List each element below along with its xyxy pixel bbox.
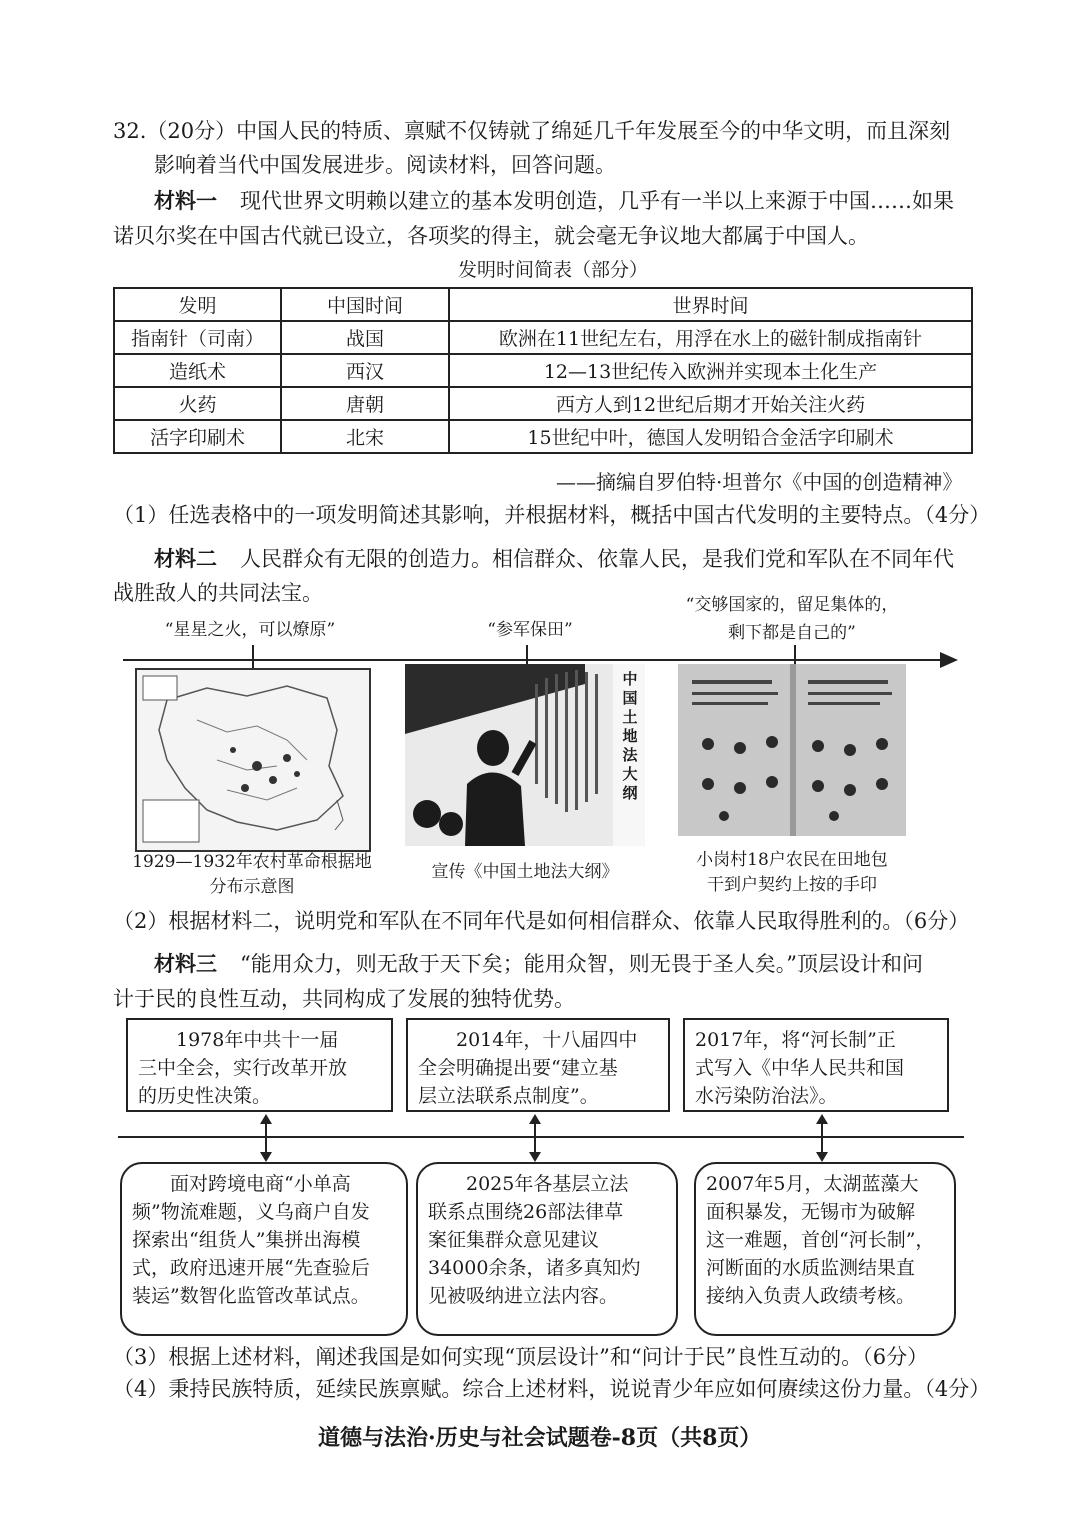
sub-question-4: （4）秉持民族特质，延续民族禀赋。综合上述材料，说说青少年应如何赓续这份力量。（4分） (113, 1377, 991, 1401)
header-invention: 发明 (114, 288, 281, 321)
cell-world-time: 西方人到12世纪后期才开始关注火药 (449, 387, 972, 420)
top-design-box-2017: 2017年，将“河长制”正 式写入《中华人民共和国 水污染防治法》。 (683, 1018, 949, 1112)
cell-world-time: 12—13世纪传入欧洲并实现本土化生产 (449, 354, 972, 387)
xiaogang-contract-photo (678, 664, 906, 836)
people-box-yiwu: 面对跨境电商“小单高 频”物流难题，义乌商户自发 探索出“组货人”集拼出海模 式，政府迅速开展“先查验后 装运”数智化监管改革试点。 (120, 1162, 408, 1336)
table-row (114, 387, 972, 420)
material-1-label: 材料一 (154, 188, 217, 213)
land-law-vertical-title: 中国土地法大纲 (622, 670, 638, 802)
header-world-time: 世界时间 (449, 288, 972, 321)
page-footer: 道德与法治·历史与社会试题卷-8页（共8页） (318, 1425, 762, 1451)
table-header-row (114, 288, 972, 321)
header-china-time: 中国时间 (281, 288, 449, 321)
question-32-line2: 影响着当代中国发展进步。阅读材料，回答问题。 (154, 153, 616, 177)
timeline-axis (123, 659, 943, 661)
material-3-line2: 计于民的良性互动，共同构成了发展的独特优势。 (113, 987, 575, 1011)
caption-propaganda: 宣传《中国土地法大纲》 (431, 862, 619, 882)
top-design-box-1978: 1978年中共十一届 三中全会，实行改革开放 的历史性决策。 (126, 1018, 393, 1112)
top-design-box-2014: 2014年，十八届四中 全会明确提出要“建立基 层立法联系点制度”。 (406, 1018, 670, 1112)
caption-map-line2: 分布示意图 (209, 877, 295, 897)
sub-question-1: （1）任选表格中的一项发明简述其影响，并根据材料，概括中国古代发明的主要特点。（4分） (113, 503, 991, 527)
cell-world-time: 15世纪中叶，德国人发明铅合金活字印刷术 (449, 420, 972, 453)
double-arrow-icon (527, 1114, 543, 1162)
china-map-icon (137, 670, 369, 850)
timeline-quote-3b: 剩下都是自己的” (728, 623, 856, 643)
cell-invention: 指南针（司南） (114, 321, 281, 354)
caption-map-line1: 1929—1932年农村革命根据地 (132, 852, 372, 872)
people-box-2007: 2007年5月，太湖蓝藻大 面积暴发，无锡市为破解 这一难题，首创“河长制”， 河断面的水质监测结果直 接纳入负责人政绩考核。 (694, 1162, 956, 1336)
material-1-line2: 诺贝尔奖在中国古代就已设立，各项奖的得主，就会毫无争议地大都属于中国人。 (113, 224, 869, 248)
table-row (114, 321, 972, 354)
land-law-propaganda-photo (405, 664, 645, 846)
caption-contract-line1: 小岗村18户农民在田地包 (696, 850, 888, 870)
double-arrow-icon (814, 1114, 830, 1162)
sub-question-2: （2）根据材料二，说明党和军队在不同年代是如何相信群众、依靠人民取得胜利的。（6分） (113, 909, 970, 933)
propaganda-scene-icon (405, 664, 645, 846)
handprint-contract-icon (678, 664, 906, 836)
sub-question-3: （3）根据上述材料，阐述我国是如何实现“顶层设计”和“问计于民”良性互动的。（6分） (113, 1345, 929, 1369)
table-title: 发明时间简表（部分） (458, 259, 649, 281)
material-3-label: 材料三 (154, 951, 217, 976)
cell-invention: 活字印刷术 (114, 420, 281, 453)
invention-table (113, 287, 973, 454)
material-2-label: 材料二 (154, 546, 217, 571)
people-box-2025: 2025年各基层立法 联系点围绕26部法律草 案征集群众意见建议 34000余条，诸多真知灼 见被吸纳进立法内容。 (416, 1162, 678, 1336)
cell-china-time: 北宋 (281, 420, 449, 453)
cell-invention: 造纸术 (114, 354, 281, 387)
timeline-tick (252, 645, 254, 669)
question-32-line1: 32.（20分）中国人民的特质、禀赋不仅铸就了绵延几千年发展至今的中华文明，而且深刻 (113, 119, 951, 143)
timeline-arrow-icon (940, 652, 958, 668)
material-1-line1: 现代世界文明赖以建立的基本发明创造，几乎有一半以上来源于中国……如果 (240, 189, 954, 213)
base-area-map-image (135, 668, 371, 852)
material-2-line2: 战胜敌人的共同法宝。 (113, 581, 323, 605)
timeline-quote-3a: “交够国家的，留足集体的， (685, 595, 899, 615)
double-arrow-icon (258, 1114, 274, 1162)
timeline-quote-1: “星星之火，可以燎原” (164, 620, 336, 640)
table-source: ——摘编自罗伯特·坦普尔《中国的创造精神》 (556, 470, 963, 494)
cell-china-time: 战国 (281, 321, 449, 354)
material-3-line1: “能用众力，则无敌于天下矣；能用众智，则无畏于圣人矣。”顶层设计和问 (240, 952, 923, 976)
table-row (114, 354, 972, 387)
cell-world-time: 欧洲在11世纪左右，用浮在水上的磁针制成指南针 (449, 321, 972, 354)
cell-china-time: 唐朝 (281, 387, 449, 420)
material-2-line1: 人民群众有无限的创造力。相信群众、依靠人民，是我们党和军队在不同年代 (240, 547, 954, 571)
caption-contract-line2: 干到户契约上按的手印 (707, 875, 877, 895)
timeline-quote-2: “参军保田” (487, 620, 573, 640)
cell-invention: 火药 (114, 387, 281, 420)
cell-china-time: 西汉 (281, 354, 449, 387)
table-row (114, 420, 972, 453)
